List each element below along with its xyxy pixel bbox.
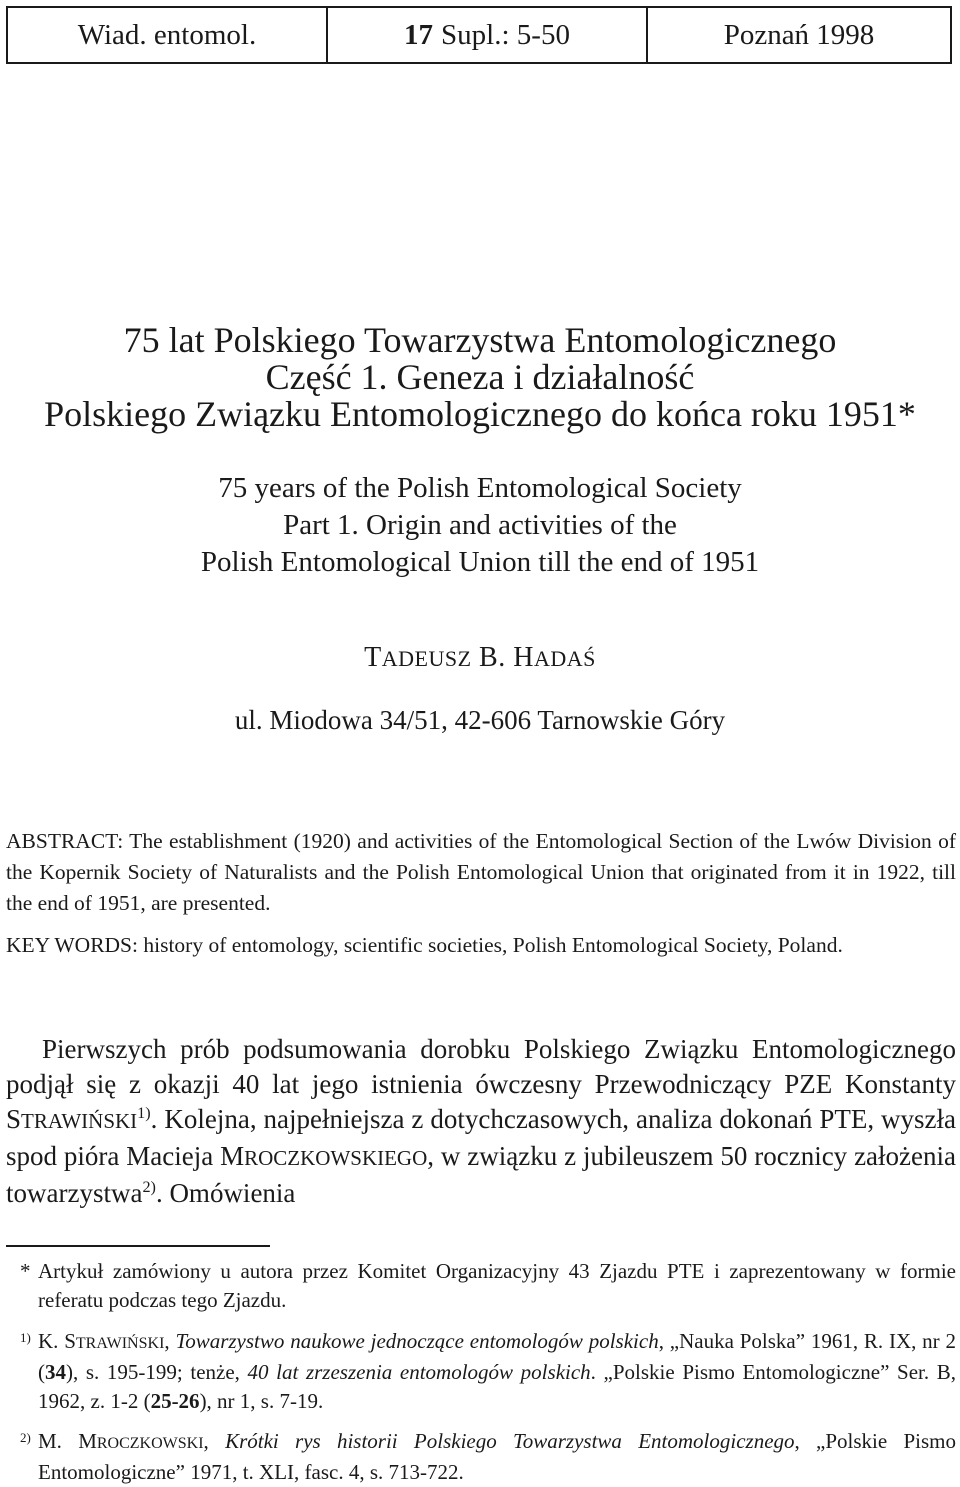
key-words: KEY WORDS: history of entomology, scientific societies, Polish Entomological Society, Poland. [6, 933, 843, 957]
title-english [0, 470, 960, 581]
footnote-mark: 2) [20, 1430, 31, 1445]
title-polish [0, 322, 960, 433]
footnote-star: * Artykuł zamówiony u autora przez Komitet Organizacyjny 43 Zjazdu PTE i zaprezentowany w formie referatu podczas tego Zjazdu. [20, 1259, 956, 1312]
footnote-ref[interactable]: 1) [137, 1104, 151, 1122]
title-english-line: 75 years of the Polish Entomological Society [218, 472, 742, 504]
author-address: ul. Miodowa 34/51, 42-606 Tarnowskie Góry [234, 705, 726, 735]
journal-header [6, 6, 952, 64]
volume-number: 17 [404, 18, 434, 51]
abstract: ABSTRACT: The establishment (1920) and activities of the Entomological Section of the Lwów Division of the Kopernik Society of Naturalists and the Polish Entomological Union that originated from it in 1922, till the end of 1951, are presented. [6, 829, 956, 915]
title-polish-line: 75 lat Polskiego Towarzystwa Entomologicznego [123, 320, 837, 360]
journal-name: Wiad. entomol. [8, 8, 328, 62]
place-year: Poznań 1998 [723, 18, 875, 51]
footnote-mark: 1) [20, 1330, 31, 1345]
volume-pages [328, 8, 648, 62]
body-paragraph: Pierwszych prób podsumowania dorobku Polskiego Związku Entomologicznego podjął się z okazji 40 lat jego istnienia ówczesny Przewodniczący PZE Konstanty STRAWIŃSKI$^{1)}$. Kolejna, najpełniejsza z dotychczasowych, analiza dokonań PTE, wyszła spod pióra Macieja MROCZKOWSKIEGO, w związku z jubileuszem 50 rocznicy założenia towarzystwa$^{2)}$. Omówienia [6, 1034, 956, 1208]
author-name: TADEUSZ B. HADAŚ [364, 642, 596, 673]
page-range: Supl.: 5-50 [441, 18, 570, 51]
footnote-mark: * [20, 1259, 31, 1283]
title-english-line: Part 1. Origin and activities of the [283, 509, 677, 541]
footnote-ref[interactable]: 2) [142, 1178, 156, 1196]
footnote-divider [6, 1245, 270, 1247]
title-polish-line: Polskiego Związku Entomologicznego do końca roku 1951* [44, 394, 916, 434]
footnote-2: 2) M. MROCZKOWSKI, Krótki rys historii Polskiego Towarzystwa Entomologicznego, „Polskie Pismo Entomologiczne” 1971, t. XLI, fasc. 4, s. 713-722. [6, 1427, 956, 1487]
footnote-1: 1) K. STRAWIŃSKI, Towarzystwo naukowe jednoczące entomologów polskich, „Nauka Polska” 1961, R. IX, nr 2 (34), s. 195-199; tenże, 40 lat zrzeszenia entomologów polskich. „Polskie Pismo Entomologiczne” Ser. B, 1962, z. 1-2 (25-26), nr 1, s. 7-19. [6, 1327, 956, 1416]
title-english-line: Polish Entomological Union till the end of 1951 [200, 546, 760, 578]
title-polish-line: Część 1. Geneza i działalność [265, 357, 695, 397]
